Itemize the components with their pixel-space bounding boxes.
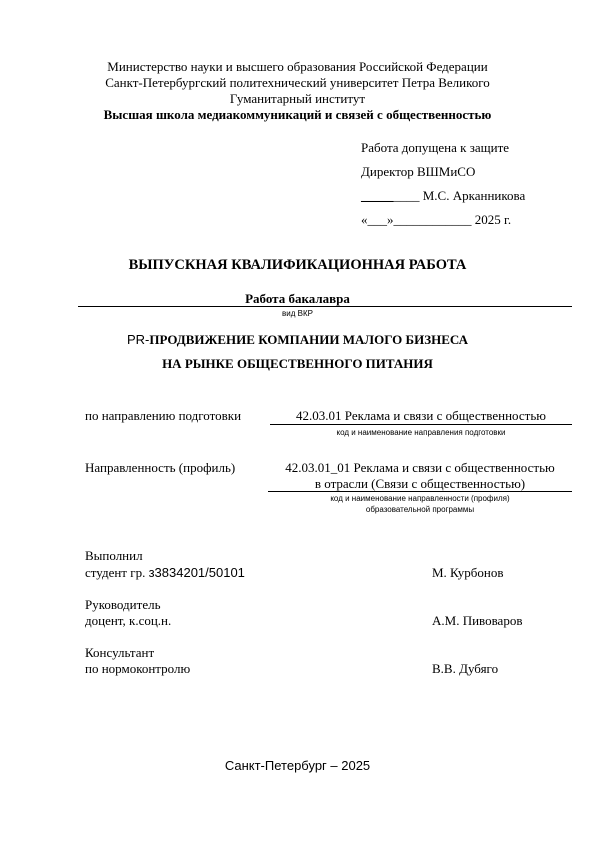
profile-value-line-2: в отрасли (Связи с общественностью) <box>314 476 526 491</box>
author-label: Выполнил <box>85 548 143 563</box>
consultant-label: Консультант <box>85 645 155 660</box>
direction-underline <box>270 424 572 425</box>
direction-label: по направлению подготовки <box>85 408 242 423</box>
consultant-role: по нормоконтролю <box>85 661 191 676</box>
work-type-caption: вид ВКР <box>282 309 313 318</box>
approval-date-line: «___»____________ 2025 г. <box>361 212 512 227</box>
consultant-name: В.В. Дубяго <box>432 661 499 676</box>
profile-caption-line-2: образовательной программы <box>365 505 475 514</box>
approval-line: Работа допущена к защите <box>361 140 510 155</box>
topic-line-1 <box>0 332 595 348</box>
profile-label: Направленность (профиль) <box>85 460 236 475</box>
profile-value-line-1: 42.03.01_01 Реклама и связи с общественностью <box>285 460 555 475</box>
work-type-underline <box>78 306 572 307</box>
supervisor-degree: доцент, к.соц.н. <box>85 613 172 628</box>
topic-line-1-rest: ПРОДВИЖЕНИЕ КОМПАНИИ МАЛОГО БИЗНЕСА <box>149 332 469 347</box>
institute-line: Гуманитарный институт <box>229 91 366 106</box>
director-title: Директор ВШМиСО <box>361 164 476 179</box>
supervisor-label: Руководитель <box>85 597 161 612</box>
university-line: Санкт-Петербургский политехнический университет Петра Великого <box>105 75 490 90</box>
topic-line-2: НА РЫНКЕ ОБЩЕСТВЕННОГО ПИТАНИЯ <box>162 356 433 371</box>
author-group: з3834201/50101 <box>148 565 245 580</box>
supervisor-name: А.М. Пивоваров <box>432 613 523 628</box>
director-name: ____ М.С. Арканникова <box>393 188 526 203</box>
signature-blank: _____ <box>361 188 394 203</box>
author-group-prefix: студент гр. <box>85 565 149 580</box>
direction-caption: код и наименование направления подготовки <box>336 428 506 437</box>
author-group-line <box>85 565 245 581</box>
direction-value: 42.03.01 Реклама и связи с общественностью <box>296 408 546 423</box>
document-title: ВЫПУСКНАЯ КВАЛИФИКАЦИОННАЯ РАБОТА <box>128 257 467 273</box>
topic-prefix: PR- <box>126 332 150 347</box>
author-name: М. Курбонов <box>432 565 504 580</box>
work-type: Работа бакалавра <box>245 291 350 306</box>
ministry-line: Министерство науки и высшего образования Российской Федерации <box>107 59 488 74</box>
profile-underline <box>268 491 572 492</box>
school-line: Высшая школа медиакоммуникаций и связей с общественностью <box>103 107 492 122</box>
footer-city-year: Санкт-Петербург – 2025 <box>224 758 371 773</box>
profile-caption-line-1: код и наименование направленности (профиля) <box>330 494 510 503</box>
director-signature-line <box>361 188 525 204</box>
